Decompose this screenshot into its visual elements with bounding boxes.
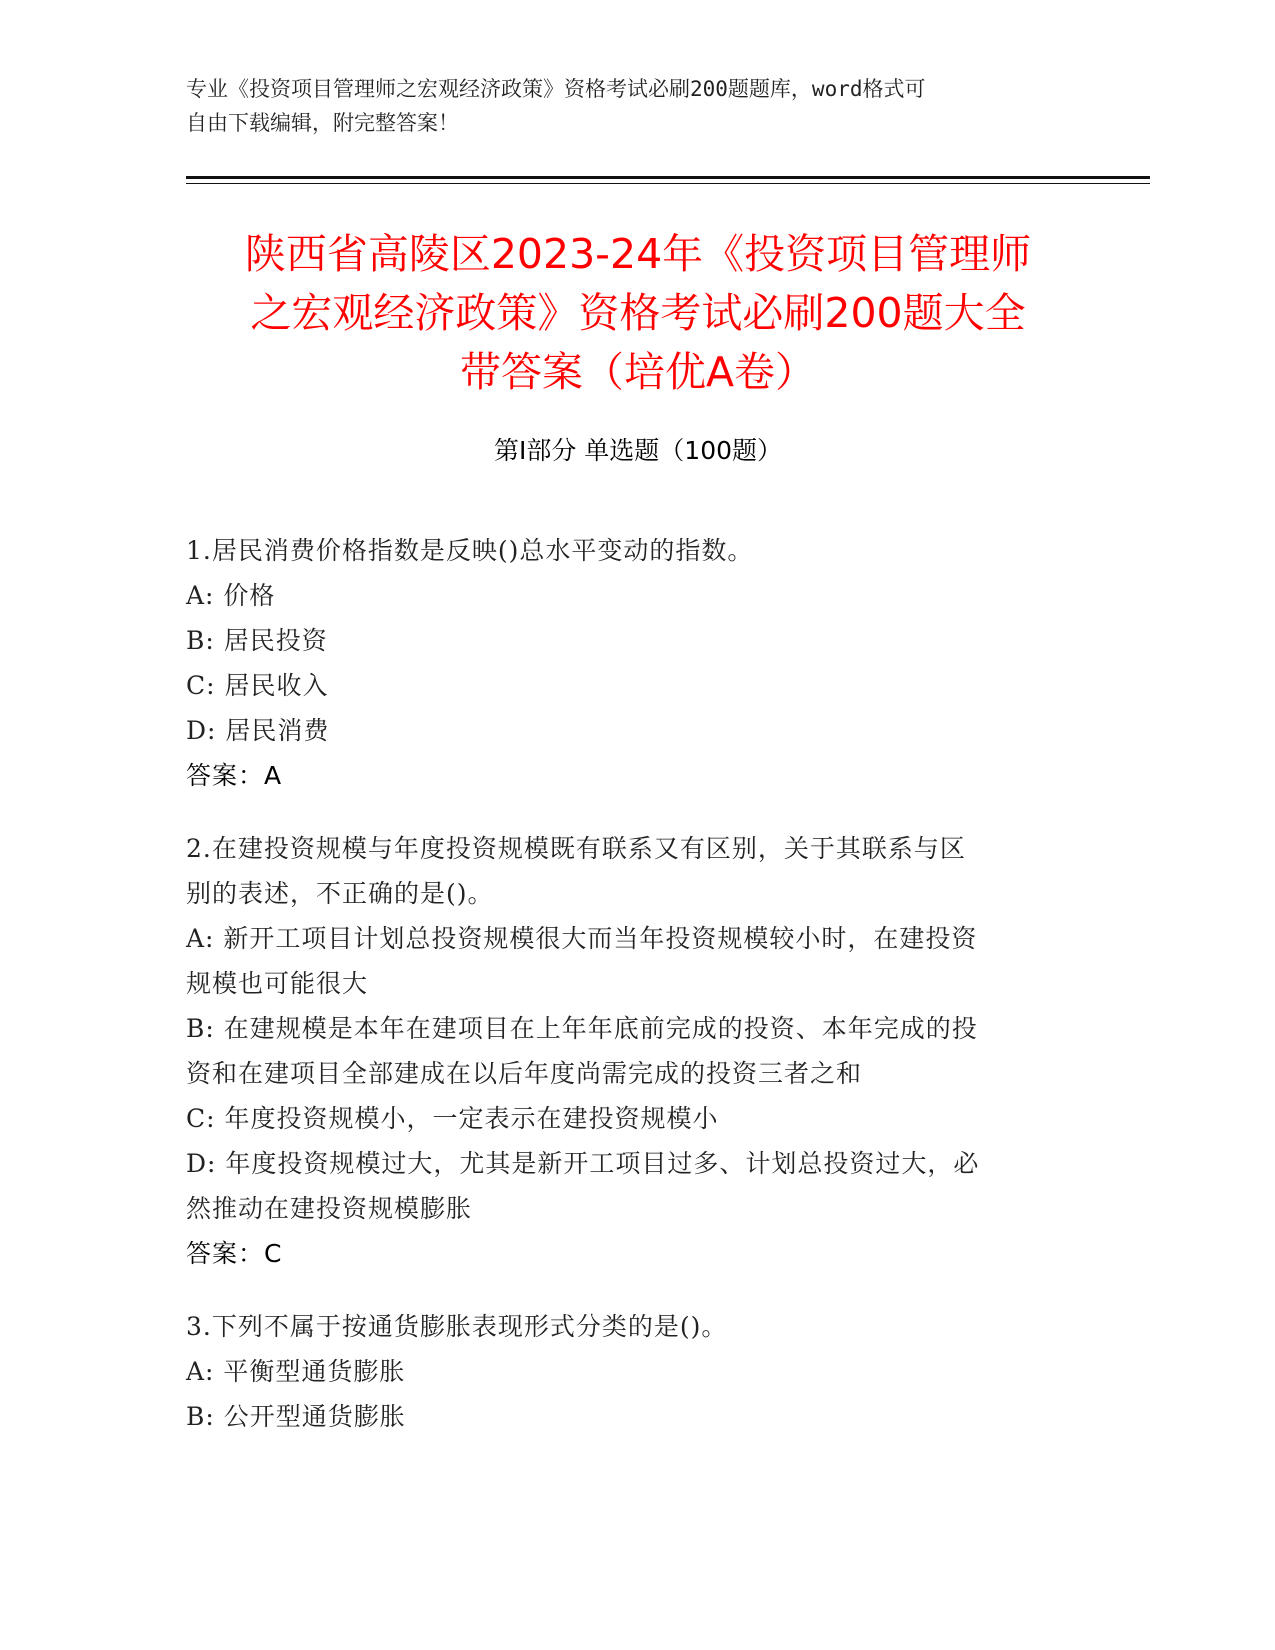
document-title: [186, 225, 1090, 402]
question-1-option-d: D: 居民消费: [186, 716, 330, 745]
header-note: [186, 72, 1056, 140]
question-3-option-a: A: 平衡型通货膨胀: [186, 1357, 406, 1386]
question-2-stem-line-1: 2.在建投资规模与年度投资规模既有联系又有区别，关于其联系与区: [186, 834, 966, 863]
question-3-stem: 3.下列不属于按通货膨胀表现形式分类的是()。: [186, 1312, 728, 1341]
question-2-option-b-line-2: 资和在建项目全部建成在以后年度尚需完成的投资三者之和: [186, 1059, 863, 1088]
header-note-line-2: 自由下载编辑，附完整答案！: [186, 111, 459, 135]
question-2-option-d-line-2: 然推动在建投资规模膨胀: [186, 1194, 473, 1223]
question-2-stem-line-2: 别的表述，不正确的是()。: [186, 879, 494, 908]
header-divider-thick: [186, 176, 1150, 179]
question-1-option-b: B: 居民投资: [186, 626, 328, 655]
document-title-line-3: 带答案（培优A卷）: [459, 348, 817, 396]
question-list: [186, 528, 1076, 1467]
question-2: [186, 826, 1076, 1276]
question-2-option-d-line-1: D: 年度投资规模过大，尤其是新开工项目过多、计划总投资过大，必: [186, 1149, 980, 1178]
question-1-option-a: A: 价格: [186, 581, 276, 610]
question-2-option-c: C: 年度投资规模小，一定表示在建投资规模小: [186, 1104, 719, 1133]
question-1-answer: 答案：A: [186, 761, 283, 790]
question-3: [186, 1304, 1076, 1439]
document-title-line-2: 之宏观经济政策》资格考试必刷200题大全: [250, 289, 1026, 337]
question-3-option-b: B: 公开型通货膨胀: [186, 1402, 406, 1431]
question-1-stem: 1.居民消费价格指数是反映()总水平变动的指数。: [186, 536, 754, 565]
question-2-option-a-line-2: 规模也可能很大: [186, 969, 369, 998]
question-1-option-c: C: 居民收入: [186, 671, 329, 700]
document-title-line-1: 陕西省高陵区2023-24年《投资项目管理师: [244, 230, 1032, 278]
question-2-option-a-line-1: A: 新开工项目计划总投资规模很大而当年投资规模较小时，在建投资: [186, 924, 978, 953]
question-2-option-b-line-1: B: 在建规模是本年在建项目在上年年底前完成的投资、本年完成的投: [186, 1014, 978, 1043]
question-2-answer: 答案：C: [186, 1239, 283, 1268]
header-note-line-1: 专业《投资项目管理师之宏观经济政策》资格考试必刷200题题库，word格式可: [186, 77, 926, 101]
header-divider-thin: [186, 183, 1150, 184]
section-title: 第Ⅰ部分 单选题（100题）: [493, 436, 783, 465]
question-1: [186, 528, 1076, 798]
